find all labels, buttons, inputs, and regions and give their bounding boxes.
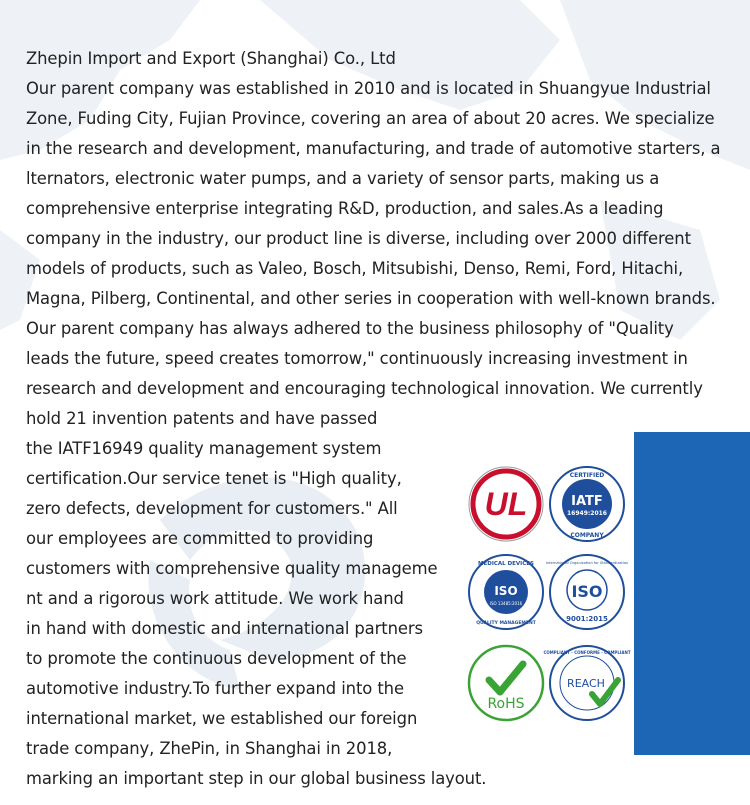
- company-title: Zhepin Import and Export (Shanghai) Co., Ltd: [26, 49, 396, 68]
- iso9001-sub-text: 9001:2015: [566, 615, 608, 623]
- description-line: certification.Our service tenet is "High quality,: [26, 469, 402, 488]
- iatf-top-text: CERTIFIED: [569, 472, 605, 479]
- description-line: marking an important step in our global business layout.: [26, 769, 487, 788]
- description-line: our employees are committed to providing: [26, 529, 374, 548]
- rohs-logo-text: RoHS: [487, 696, 525, 712]
- iatf-bottom-text: COMPANY: [570, 532, 604, 539]
- description-line: to promote the continuous development of the: [26, 649, 407, 668]
- description-line: customers with comprehensive quality manageme: [26, 559, 438, 578]
- reach-ring-text: COMPLIANT · CONFORME · COMPLIANT: [543, 650, 631, 655]
- description-line: Magna, Pilberg, Continental, and other series in cooperation with well-known brands.: [26, 289, 716, 308]
- description-line: lternators, electronic water pumps, and a variety of sensor parts, making us a: [26, 169, 660, 188]
- iso9001-ring-text: International Organization for Standardization: [545, 561, 629, 565]
- description-line: the IATF16949 quality management system: [26, 439, 382, 458]
- description-line: Our parent company was established in 2010 and is located in Shuangyue Industrial: [26, 79, 711, 98]
- iso13485-top-text: MEDICAL DEVICES: [478, 561, 534, 567]
- description-line: Zone, Fuding City, Fujian Province, covering an area of about 20 acres. We specialize: [26, 109, 715, 128]
- iso9001-main-text: ISO: [571, 582, 603, 601]
- iatf-main-text: IATF: [571, 494, 603, 509]
- description-line: hold 21 invention patents and have passed: [26, 409, 378, 428]
- description-line: leads the future, speed creates tomorrow," continuously increasing investment in: [26, 349, 688, 368]
- description-line: in the research and development, manufacturing, and trade of automotive starters, a: [26, 139, 721, 158]
- description-line: zero defects, development for customers." All: [26, 499, 398, 518]
- description-line: international market, we established our foreign: [26, 709, 418, 728]
- description-line: models of products, such as Valeo, Bosch, Mitsubishi, Denso, Remi, Ford, Hitachi,: [26, 259, 684, 278]
- ul-certification-logo: [467, 465, 545, 543]
- description-line: in hand with domestic and international partners: [26, 619, 423, 638]
- reach-certification-logo: [543, 644, 631, 722]
- iso13485-bottom-text: QUALITY MANAGEMENT: [476, 621, 536, 626]
- description-line: trade company, ZhePin, in Shanghai in 2018,: [26, 739, 393, 758]
- description-line: Our parent company has always adhered to the business philosophy of "Quality: [26, 319, 674, 338]
- description-line: research and development and encouraging technological innovation. We currently: [26, 379, 703, 398]
- iso13485-certification-logo: [467, 553, 545, 631]
- reach-main-text: REACH: [567, 677, 605, 690]
- description-line: company in the industry, our product line is diverse, including over 2000 different: [26, 229, 691, 248]
- description-line: automotive industry.To further expand into the: [26, 679, 404, 698]
- description-line: nt and a rigorous work attitude. We work hand: [26, 589, 404, 608]
- iso9001-certification-logo: [545, 553, 629, 631]
- description-line: comprehensive enterprise integrating R&D, production, and sales.As a leading: [26, 199, 664, 218]
- ul-logo-text: UL: [484, 486, 528, 522]
- iatf-certification-logo: [548, 465, 626, 543]
- iso13485-sub-text: ISO 13485:2016: [489, 601, 523, 606]
- rohs-certification-logo: [467, 644, 545, 722]
- iso13485-main-text: ISO: [494, 584, 518, 598]
- iatf-sub-text: 16949:2016: [567, 510, 607, 517]
